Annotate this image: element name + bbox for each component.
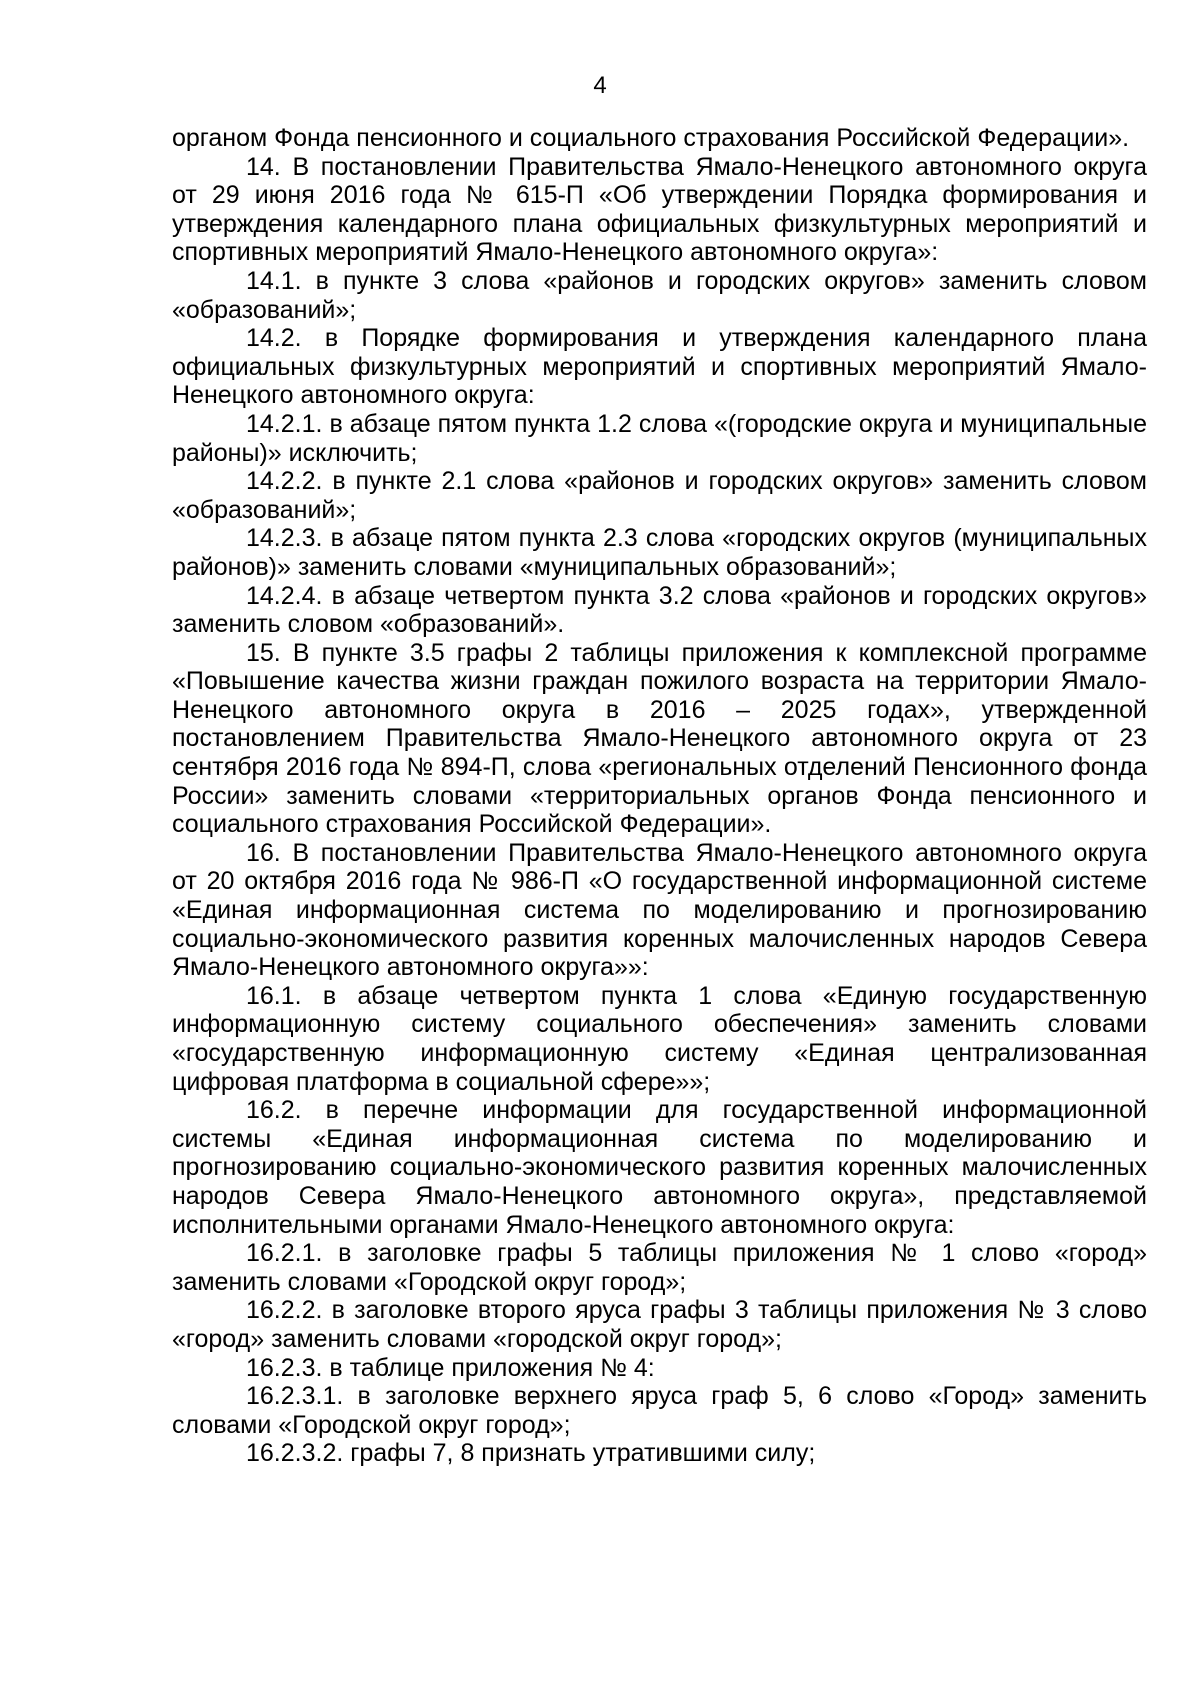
paragraph-16-2-3-2: 16.2.3.2. графы 7, 8 признать утратившими силу; [246, 1439, 816, 1468]
paragraph-16-2: 16.2. в перечне информации для государственной информационной системы «Единая информационная система по моделированию и прогнозированию социально-экономического развития коренных малочисленных народов Севера Ямало-Ненецкого автономного округа», представляемой исполнительными органами Ямало-Ненецкого автономного округа: [172, 1096, 1147, 1239]
paragraph-16-2-2: 16.2.2. в заголовке второго яруса графы 3 таблицы приложения № 3 слово «город» заменить словами «городской округ город»; [172, 1296, 1147, 1353]
paragraph-16: 16. В постановлении Правительства Ямало-Ненецкого автономного округа от 20 октября 2016 года № 986-П «О государственной информационной системе «Единая информационная система по моделированию и прогнозированию социально-экономического развития коренных малочисленных народов Севера Ямало-Ненецкого автономного округа»»: [172, 838, 1147, 982]
paragraph-16-2-3: 16.2.3. в таблице приложения № 4: [246, 1353, 655, 1382]
document-body [172, 124, 1147, 1468]
paragraph-16-2-1: 16.2.1. в заголовке графы 5 таблицы приложения № 1 слово «город» заменить словами «Городской округ город»; [172, 1239, 1147, 1296]
paragraph-16-2-3-1: 16.2.3.1. в заголовке верхнего яруса граф 5, 6 слово «Город» заменить словами «Городской округ город»; [172, 1382, 1147, 1439]
page-number: 4 [593, 72, 607, 99]
paragraph-14-2-3: 14.2.3. в абзаце пятом пункта 2.3 слова «городских округов (муниципальных районов)» заменить словами «муниципальных образований»; [172, 524, 1147, 581]
paragraph-14-2-2: 14.2.2. в пункте 2.1 слова «районов и городских округов» заменить словом «образований»; [172, 467, 1147, 524]
paragraph-14-2: 14.2. в Порядке формирования и утверждения календарного плана официальных физкультурных мероприятий и спортивных мероприятий Ямало-Ненецкого автономного округа: [172, 324, 1147, 410]
paragraph-continuation: органом Фонда пенсионного и социального страхования Российской Федерации». [172, 124, 1130, 152]
paragraph-15: 15. В пункте 3.5 графы 2 таблицы приложения к комплексной программе «Повышение качества жизни граждан пожилого возраста на территории Ямало-Ненецкого автономного округа в 2016 – 2025 годах», утвержденной постановлением Правительства Ямало-Ненецкого автономного округа от 23 сентября 2016 года № 894-П, слова «региональных отделений Пенсионного фонда России» заменить словами «территориальных органов Фонда пенсионного и социального страхования Российской Федерации». [172, 638, 1147, 839]
paragraph-16-1: 16.1. в абзаце четвертом пункта 1 слова «Единую государственную информационную систему социального обеспечения» заменить словами «государственную информационную систему «Единая централизованная цифровая платформа в социальной сфере»»; [172, 981, 1147, 1096]
paragraph-14-2-4: 14.2.4. в абзаце четвертом пункта 3.2 слова «районов и городских округов» заменить словом «образований». [172, 581, 1147, 639]
paragraph-14: 14. В постановлении Правительства Ямало-Ненецкого автономного округа от 29 июня 2016 года № 615-П «Об утверждении Порядка формирования и утверждения календарного плана официальных физкультурных мероприятий и спортивных мероприятий Ямало-Ненецкого автономного округа»: [172, 152, 1147, 267]
paragraph-14-1: 14.1. в пункте 3 слова «районов и городских округов» заменить словом «образований»; [172, 266, 1147, 324]
paragraph-14-2-1: 14.2.1. в абзаце пятом пункта 1.2 слова «(городские округа и муниципальные районы)» исключить; [172, 409, 1147, 467]
